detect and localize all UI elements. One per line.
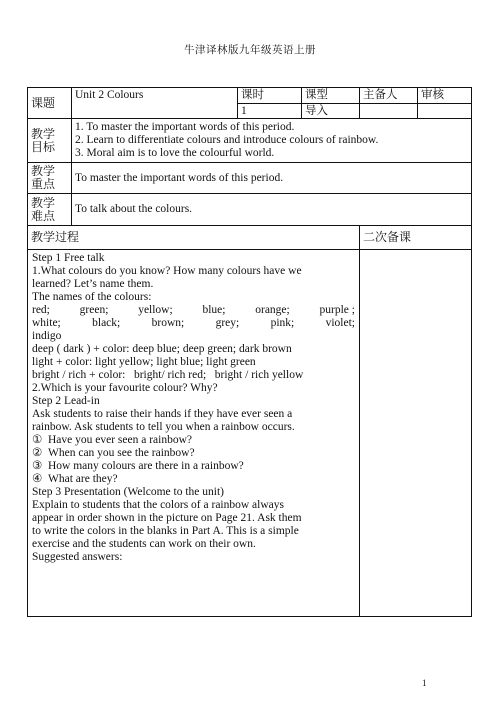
- leadin-question-text: What are they?: [48, 473, 118, 485]
- leadin-question: [32, 434, 355, 447]
- colour-word: violet;: [325, 317, 355, 329]
- leadin-question: [32, 447, 355, 460]
- step2-title: Step 2 Lead-in: [32, 395, 100, 407]
- key-points-label: [28, 163, 72, 194]
- objectives-label-line1: 教学: [31, 126, 56, 141]
- key-points-label-line2: 重点: [31, 177, 56, 191]
- suggested-answers-title: Suggested answers:: [32, 551, 123, 563]
- colour-word: purple ;: [319, 304, 355, 316]
- leadin-question: [32, 460, 355, 473]
- reviewer-value: [418, 104, 472, 119]
- difficulties-label: [28, 194, 72, 226]
- difficulties-label-line2: 难点: [31, 208, 56, 223]
- leadin-question-text: Have you ever seen a rainbow?: [48, 434, 193, 446]
- colour-word: yellow;: [138, 304, 173, 316]
- difficulties-label-line1: 教学: [31, 195, 56, 210]
- circled-number: ①: [32, 434, 43, 446]
- colour-word: black;: [92, 317, 121, 329]
- objective-item: 1. To master the important words of this period.: [75, 121, 295, 133]
- objectives-label: [28, 119, 72, 163]
- leadin-question-text: How many colours are there in a rainbow?: [48, 460, 244, 472]
- bright-colours-line: bright / rich + color: bright/ rich red; bright / rich yellow: [32, 369, 304, 381]
- period-label: 课时: [238, 88, 302, 104]
- colour-row: [32, 317, 355, 330]
- colour-word: green;: [79, 304, 109, 316]
- circled-number: ④: [32, 473, 43, 485]
- topic-label: 课题: [28, 88, 72, 119]
- presentation-line-a: Explain to students that the colors of a rainbow always: [32, 499, 284, 511]
- second-prep-header: 二次备课: [360, 226, 472, 250]
- question-1-line-a: 1.What colours do you know? How many colours have we: [32, 265, 302, 277]
- step1-title: Step 1 Free talk: [32, 252, 105, 264]
- preparer-value: [360, 104, 418, 119]
- colour-names-title: The names of the colours:: [32, 291, 152, 303]
- presentation-line-b: appear in order shown in the picture on Page 21. Ask them: [32, 512, 302, 524]
- circled-number: ③: [32, 460, 43, 472]
- objective-item: 3. Moral aim is to love the colourful world.: [75, 147, 275, 159]
- presentation-line-d: exercise and the students can work on their own.: [32, 538, 256, 550]
- colour-indigo: indigo: [32, 330, 62, 342]
- circled-number: ②: [32, 447, 43, 459]
- colour-word: white;: [32, 317, 61, 329]
- process-body: [28, 250, 360, 617]
- lesson-plan-table: [27, 87, 472, 617]
- process-header: 教学过程: [28, 226, 360, 250]
- preparer-label: 主备人: [360, 88, 418, 104]
- objectives-content: [72, 119, 472, 163]
- period-value: 1: [238, 104, 302, 119]
- key-points-content: To master the important words of this period.: [72, 163, 472, 194]
- question-1-line-b: learned? Let’s name them.: [32, 278, 154, 290]
- page-number: 1: [422, 678, 427, 688]
- second-prep-body: [360, 250, 472, 617]
- document-header: 牛津译林版九年级英语上册: [184, 45, 316, 56]
- colour-word: grey;: [215, 317, 240, 329]
- colour-word: orange;: [255, 304, 290, 316]
- dark-colours-line: deep ( dark ) + color: deep blue; deep green; dark brown: [32, 343, 292, 355]
- type-value: 导入: [302, 104, 360, 119]
- topic-value: Unit 2 Colours: [72, 88, 238, 119]
- light-colours-line: light + color: light yellow; light blue; light green: [32, 356, 256, 368]
- reviewer-label: 审核: [418, 88, 472, 104]
- colour-word: brown;: [151, 317, 185, 329]
- objectives-label-line2: 目标: [31, 139, 56, 154]
- leadin-line-a: Ask students to raise their hands if they have ever seen a: [32, 408, 293, 420]
- objective-item: 2. Learn to differentiate colours and introduce colours of rainbow.: [75, 134, 379, 146]
- colour-word: blue;: [202, 304, 226, 316]
- leadin-question: [32, 473, 355, 486]
- colour-row: [32, 304, 355, 317]
- presentation-line-c: to write the colors in the blanks in Part A. This is a simple: [32, 525, 299, 537]
- step3-title: Step 3 Presentation (Welcome to the unit): [32, 486, 224, 498]
- difficulties-content: To talk about the colours.: [72, 194, 472, 226]
- leadin-line-b: rainbow. Ask students to tell you when a rainbow occurs.: [32, 421, 295, 433]
- question-2: 2.Which is your favourite colour? Why?: [32, 382, 218, 394]
- key-points-label-line1: 教学: [31, 164, 56, 178]
- colour-word: pink;: [270, 317, 295, 329]
- type-label: 课型: [302, 88, 360, 104]
- colour-word: red;: [32, 304, 50, 316]
- leadin-question-text: When can you see the rainbow?: [48, 447, 195, 459]
